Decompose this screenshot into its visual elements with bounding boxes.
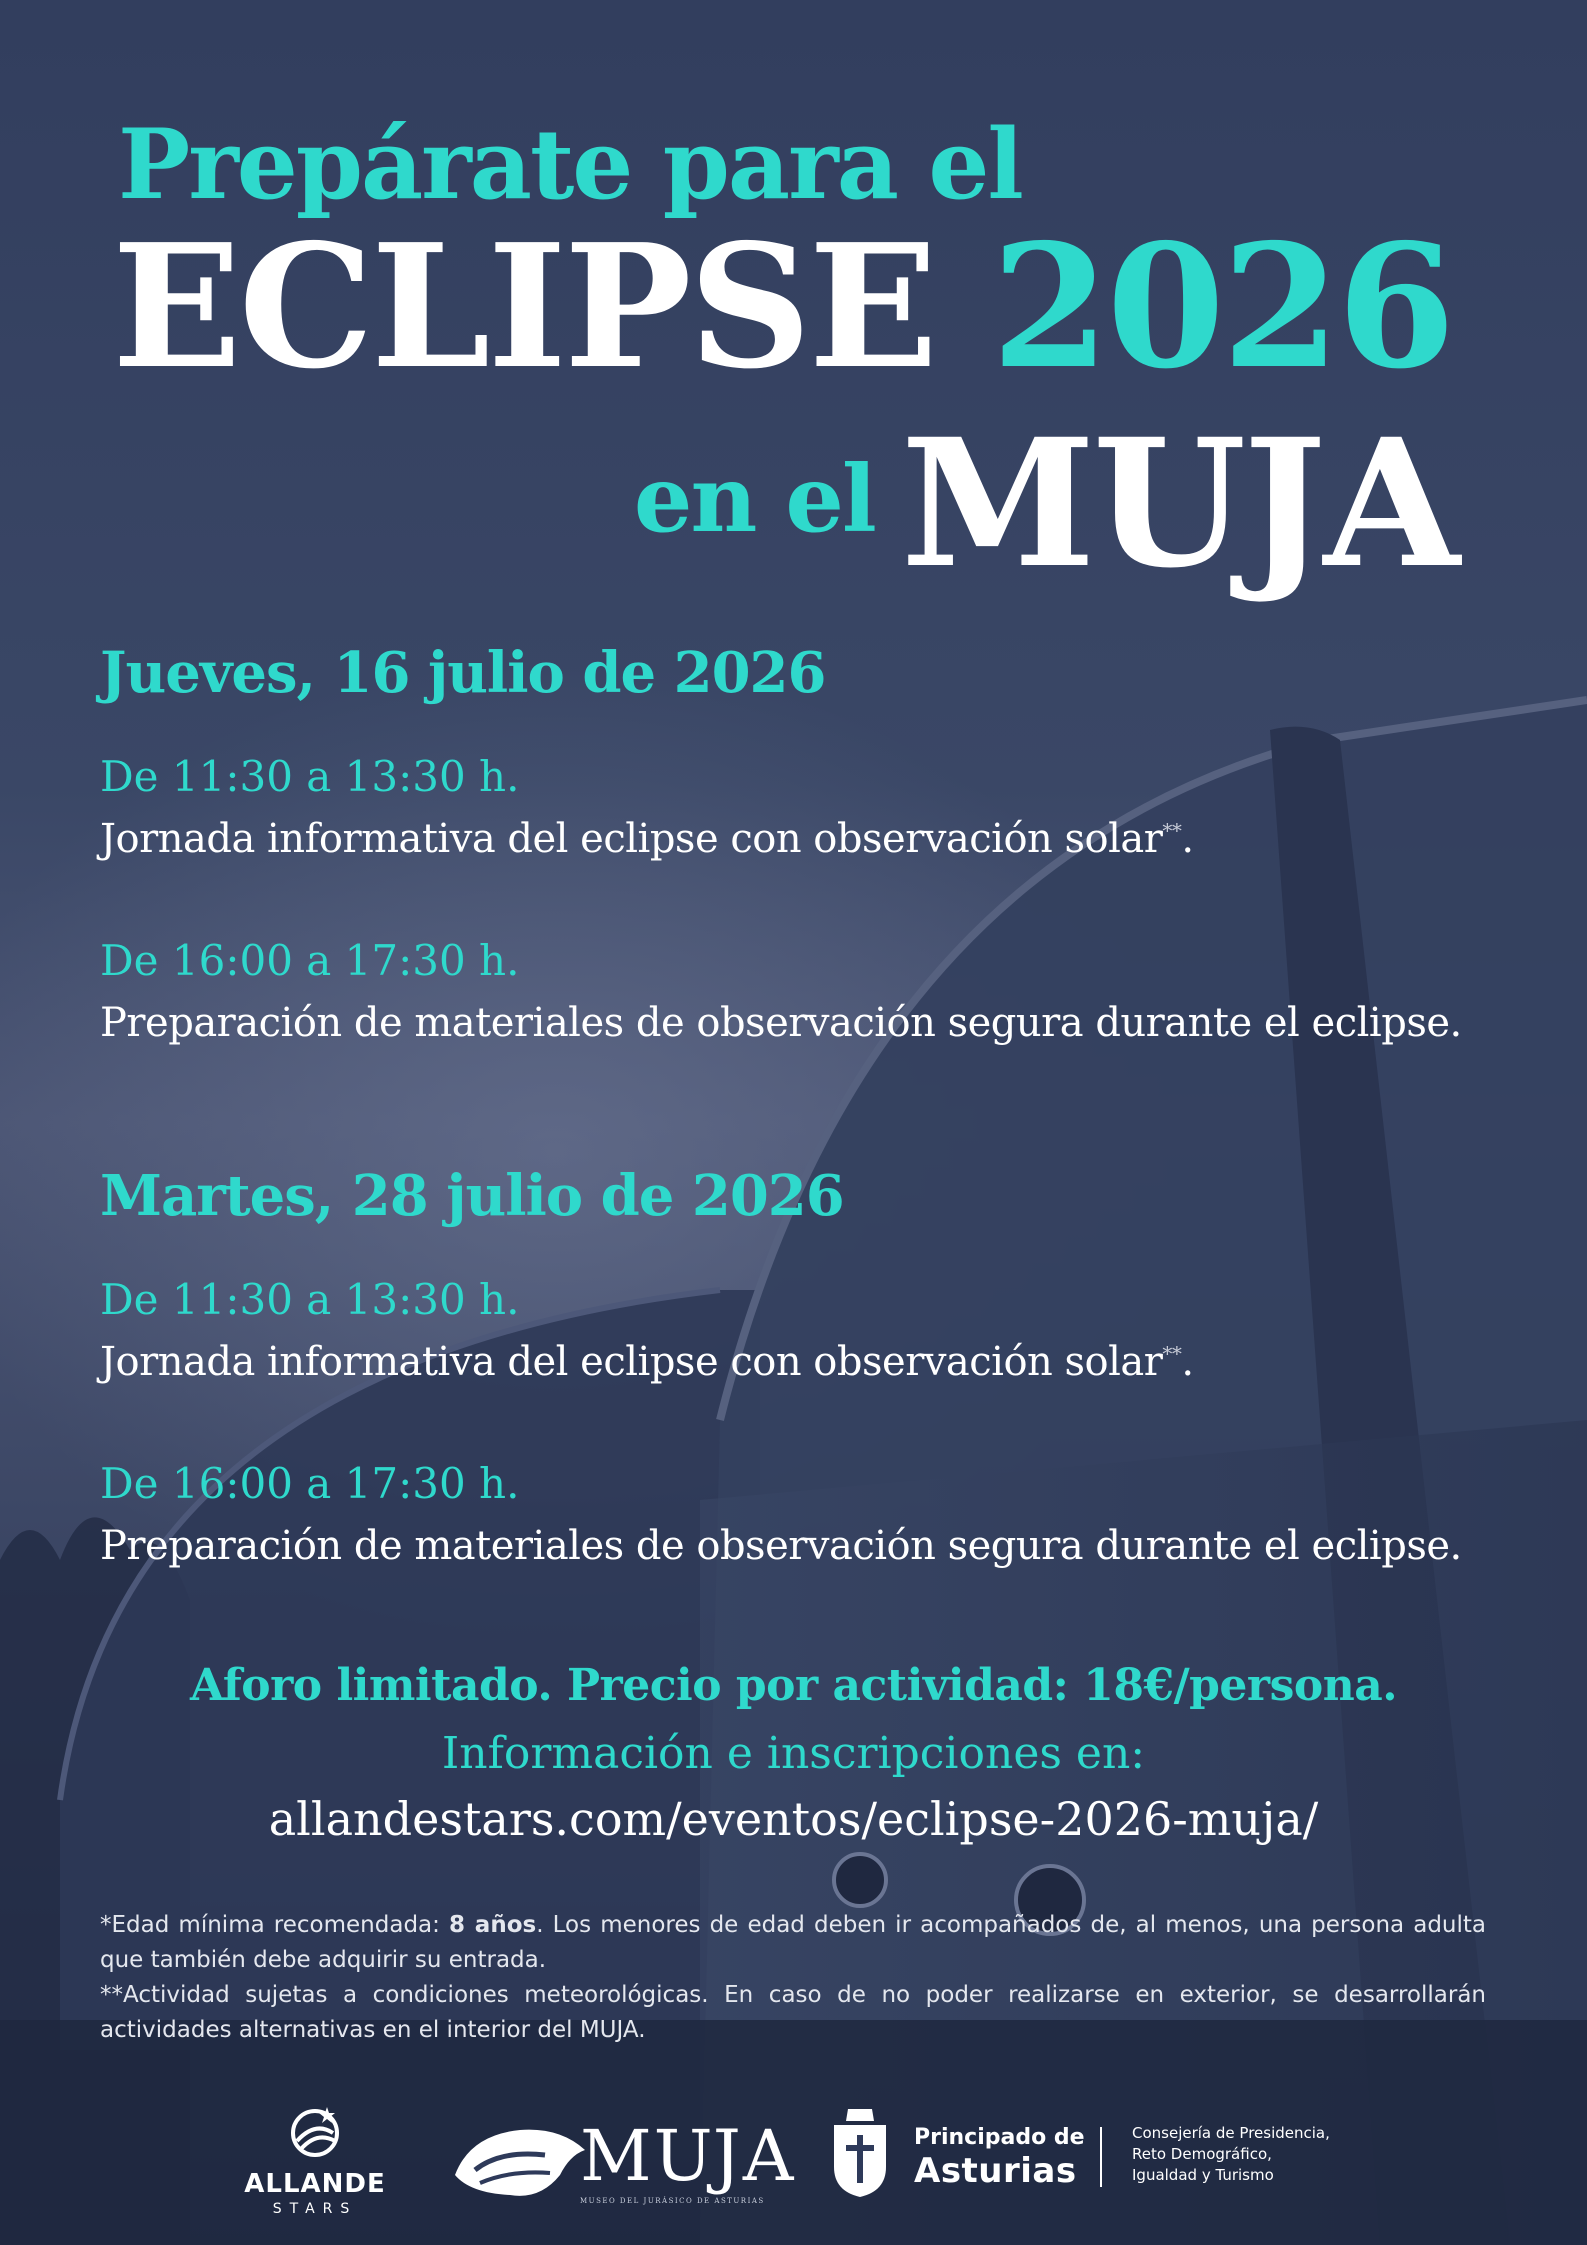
event-2-session-2-time: De 16:00 a 17:30 h. bbox=[100, 1459, 520, 1508]
consejeria-text: Consejería de Presidencia, Reto Demográfico, Igualdad y Turismo bbox=[1132, 2124, 1330, 2184]
asturias-line-2: Asturias bbox=[914, 2151, 1077, 2191]
info-registration-text: Información e inscripciones en: bbox=[441, 1728, 1146, 1779]
title-en-el: en el bbox=[633, 445, 875, 553]
allande-name: ALLANDE bbox=[244, 2169, 386, 2199]
footnote-weather: **Actividad sujetas a condiciones meteorológicas. En caso de no poder realizarse en exterior, se desarrollarán actividades alternativas en el interior del MUJA. bbox=[100, 1982, 1486, 2043]
title-eclipse: ECLIPSE bbox=[112, 207, 936, 407]
muja-wordmark: MUJA bbox=[580, 2115, 796, 2197]
event-1-session-2-desc: Preparación de materiales de observación segura durante el eclipse. bbox=[100, 1000, 1462, 1046]
title-year: 2026 bbox=[991, 207, 1453, 407]
event-2-session-1-time: De 11:30 a 13:30 h. bbox=[100, 1275, 520, 1324]
registration-url-link[interactable]: allandestars.com/eventos/eclipse-2026-muja/ bbox=[268, 1792, 1319, 1846]
allande-stars-logo bbox=[240, 2095, 390, 2215]
asturias-line-1: Principado de bbox=[914, 2125, 1085, 2150]
principado-asturias-logo bbox=[830, 2105, 1370, 2215]
event-2-session-1-desc: Jornada informativa del eclipse con observación solar**. bbox=[100, 1339, 1194, 1385]
event-day-2: Martes, 28 julio de 2026 bbox=[100, 1163, 844, 1229]
logo-separator bbox=[1100, 2127, 1102, 2187]
title-line-1: Prepárate para el bbox=[118, 108, 1022, 221]
allande-sub: STARS bbox=[272, 2201, 358, 2217]
muja-footprint-icon bbox=[450, 2115, 590, 2205]
title-line-3 bbox=[634, 400, 1457, 607]
title-line-2 bbox=[112, 207, 1453, 407]
muja-logo bbox=[450, 2115, 796, 2215]
footnote-mark: ** bbox=[1162, 1341, 1182, 1366]
event-1-session-1-desc: Jornada informativa del eclipse con observación solar**. bbox=[100, 816, 1194, 862]
asturias-crest-icon bbox=[830, 2105, 890, 2200]
event-1-session-1-time: De 11:30 a 13:30 h. bbox=[100, 752, 520, 801]
event-day-1: Jueves, 16 julio de 2026 bbox=[100, 640, 826, 706]
event-2-session-2-desc: Preparación de materiales de observación segura durante el eclipse. bbox=[100, 1523, 1462, 1569]
footnotes bbox=[100, 1908, 1486, 2048]
title-muja: MUJA bbox=[900, 400, 1457, 607]
event-1-session-2-time: De 16:00 a 17:30 h. bbox=[100, 936, 520, 985]
allande-stars-mark-icon bbox=[287, 2103, 343, 2159]
sponsor-logos bbox=[0, 2095, 1587, 2225]
footnote-mark: ** bbox=[1162, 818, 1182, 843]
capacity-price-text: Aforo limitado. Precio por actividad: 18€/persona. bbox=[189, 1660, 1398, 1711]
muja-tagline: MUSEO DEL JURÁSICO DE ASTURIAS bbox=[580, 2197, 765, 2205]
footnote-age: *Edad mínima recomendada: 8 años. Los menores de edad deben ir acompañados de, al menos, una persona adulta que también debe adquirir su entrada. bbox=[100, 1912, 1486, 1973]
